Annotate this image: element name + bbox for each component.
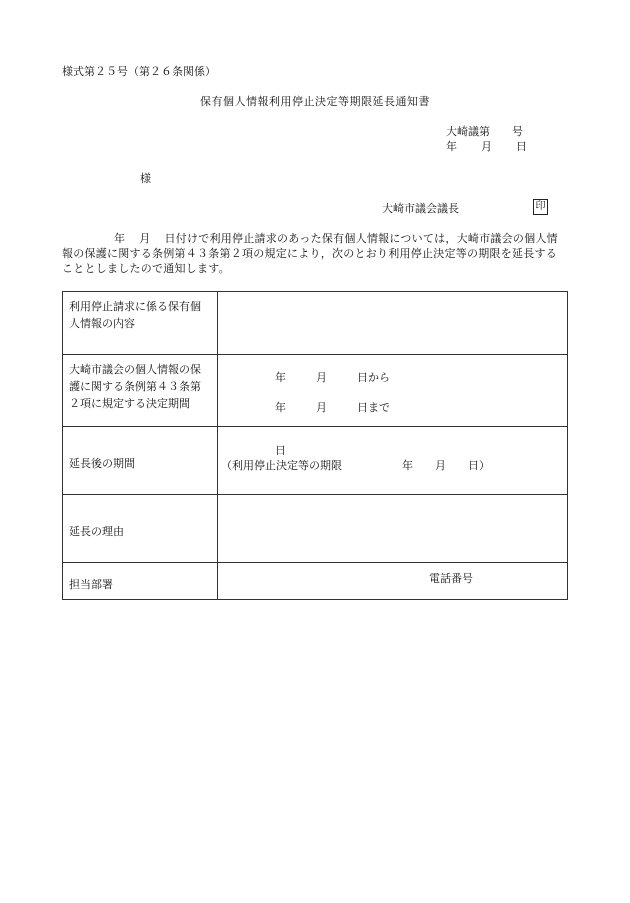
issue-date-year: 年: [446, 140, 457, 153]
issue-date: [446, 141, 527, 152]
period-to-day: 日まで: [357, 401, 390, 414]
document-number: [446, 126, 523, 137]
row-label-department: 担当部署: [63, 563, 218, 600]
document-number-prefix: 大崎議第: [446, 125, 490, 138]
content-value-cell: [218, 292, 568, 355]
table-row: [63, 563, 568, 600]
notice-table: [62, 291, 568, 600]
addressee-honorific: 様: [140, 172, 151, 185]
row-label-content: 利用停止請求に係る保有個人情報の内容: [63, 292, 218, 355]
issue-date-month: 月: [481, 140, 492, 153]
body-year: 年: [114, 232, 126, 245]
row-label-decision-period: 大崎市議会の個人情報の保護に関する条例第４３条第２項に規定する決定期間: [63, 355, 218, 427]
notice-body: [62, 231, 568, 276]
document-number-suffix: 号: [512, 125, 523, 138]
phone-label: 電話番号: [429, 572, 473, 585]
seal-mark: 印: [533, 199, 548, 215]
period-from: [275, 372, 390, 383]
period-from-year: 年: [275, 371, 286, 384]
body-text: 日付けで利用停止請求のあった保有個人情報については，大崎市議会の個人情報の保護に関する条例第４３条第２項の規定により，次のとおり利用停止決定等の期限を延長することとしましたので通知します。: [62, 232, 558, 275]
document-title: 保有個人情報利用停止決定等期限延長通知書: [200, 95, 430, 108]
body-month: 月: [139, 232, 151, 245]
extended-deadline-year: 年: [402, 459, 413, 472]
issue-date-day: 日: [516, 140, 527, 153]
extended-deadline-month: 月: [435, 459, 446, 472]
period-to: [275, 402, 390, 413]
period-from-day: 日から: [357, 371, 390, 384]
table-row: [63, 427, 568, 495]
extended-period-day: 日: [275, 444, 286, 457]
form-number: 様式第２５号（第２６条関係）: [62, 65, 216, 78]
extended-deadline-label: （利用停止決定等の期限: [221, 459, 342, 472]
decision-period-cell: [218, 355, 568, 427]
reason-value-cell: [218, 495, 568, 563]
extended-deadline-day: 日）: [468, 459, 490, 472]
table-row: [63, 495, 568, 563]
extended-period-cell: [218, 427, 568, 495]
table-row: [63, 292, 568, 355]
row-label-extended-period: 延長後の期間: [63, 427, 218, 495]
row-label-reason: 延長の理由: [63, 495, 218, 563]
period-from-month: 月: [316, 371, 327, 384]
sender-name: 大崎市議会議長: [382, 202, 459, 215]
period-to-year: 年: [275, 401, 286, 414]
extended-deadline: [221, 460, 490, 471]
period-to-month: 月: [316, 401, 327, 414]
department-value-cell: [218, 563, 568, 600]
table-row: [63, 355, 568, 427]
